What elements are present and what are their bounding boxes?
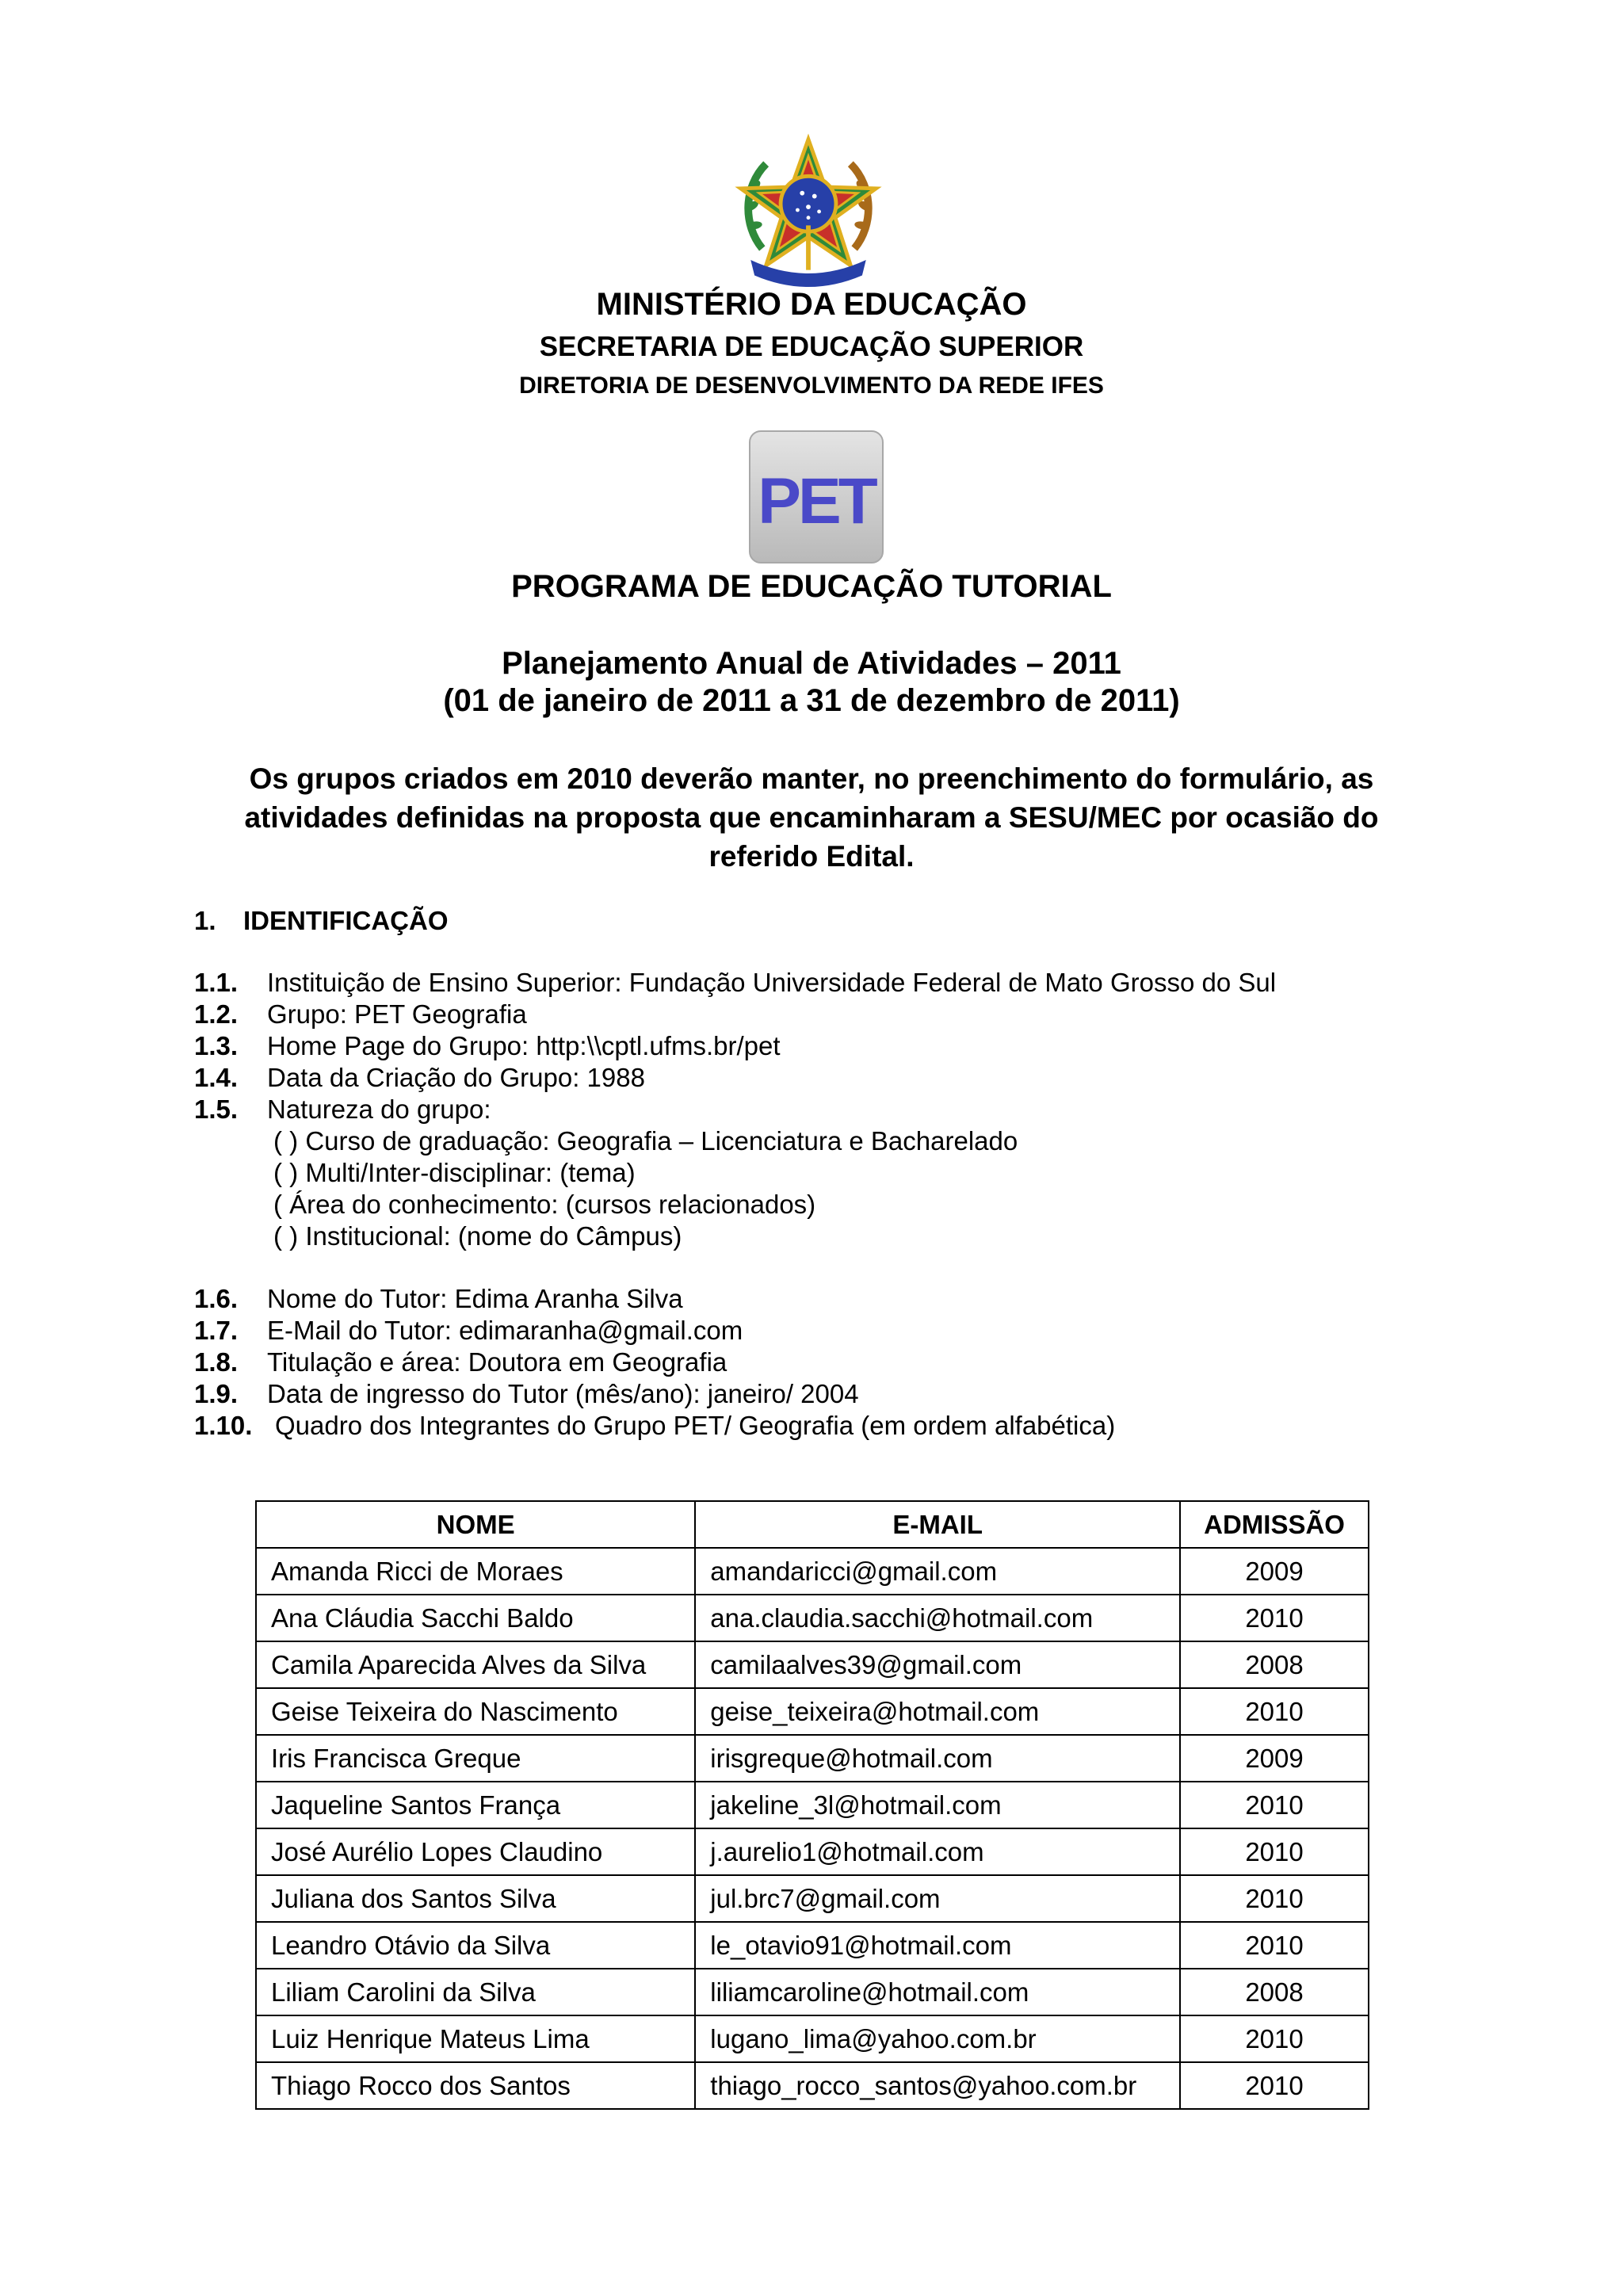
- member-admission: 2009: [1180, 1548, 1369, 1595]
- member-name: Luiz Henrique Mateus Lima: [256, 2015, 695, 2062]
- member-name: Ana Cláudia Sacchi Baldo: [256, 1595, 695, 1641]
- item-number: 1.2.: [194, 999, 239, 1029]
- id-item: [194, 1316, 743, 1346]
- item-text: Instituição de Ensino Superior: Fundação Universidade Federal de Mato Grosso do Sul: [267, 968, 1277, 997]
- id-item: [194, 1095, 491, 1125]
- item-number: 1.1.: [194, 968, 239, 997]
- member-admission: 2008: [1180, 1969, 1369, 2015]
- nature-option: ( ) Multi/Inter-disciplinar: (tema): [273, 1158, 636, 1187]
- section-title: IDENTIFICAÇÃO: [243, 906, 449, 935]
- member-name: Geise Teixeira do Nascimento: [256, 1688, 695, 1735]
- member-name: Camila Aparecida Alves da Silva: [256, 1641, 695, 1688]
- member-name: Jaqueline Santos França: [256, 1782, 695, 1828]
- plan-title: Planejamento Anual de Atividades – 2011: [502, 646, 1121, 681]
- nature-option: ( Área do conhecimento: (cursos relacionados): [273, 1190, 816, 1219]
- item-text: Data de ingresso do Tutor (mês/ano): janeiro/ 2004: [267, 1379, 859, 1408]
- member-email: ana.claudia.sacchi@hotmail.com: [695, 1595, 1180, 1641]
- member-email: camilaalves39@gmail.com: [695, 1641, 1180, 1688]
- instruction-note: Os grupos criados em 2010 deverão manter, no preenchimento do formulário, as atividades definidas na proposta que encaminharam a SESU/MEC por ocasião do referido Edital.: [244, 762, 1379, 873]
- member-name: José Aurélio Lopes Claudino: [256, 1828, 695, 1875]
- id-item: [194, 1379, 859, 1409]
- member-admission: 2010: [1180, 2015, 1369, 2062]
- table-row: [256, 1922, 1369, 1969]
- member-email: geise_teixeira@hotmail.com: [695, 1688, 1180, 1735]
- table-row: [256, 1735, 1369, 1782]
- program-title: PROGRAMA DE EDUCAÇÃO TUTORIAL: [511, 569, 1112, 604]
- table-header-row: [256, 1501, 1369, 1548]
- item-number: 1.9.: [194, 1379, 239, 1408]
- plan-period: (01 de janeiro de 2011 a 31 de dezembro de 2011): [443, 683, 1180, 718]
- member-admission: 2010: [1180, 2062, 1369, 2109]
- member-name: Thiago Rocco dos Santos: [256, 2062, 695, 2109]
- ministry-title: MINISTÉRIO DA EDUCAÇÃO: [596, 287, 1027, 322]
- table-row: [256, 2062, 1369, 2109]
- member-email: amandaricci@gmail.com: [695, 1548, 1180, 1595]
- members-table: [255, 1500, 1369, 2110]
- member-admission: 2010: [1180, 1688, 1369, 1735]
- item-text: Natureza do grupo:: [267, 1095, 491, 1124]
- member-admission: 2010: [1180, 1875, 1369, 1922]
- column-header-email: E-MAIL: [695, 1501, 1180, 1548]
- secretariat-title: SECRETARIA DE EDUCAÇÃO SUPERIOR: [539, 331, 1084, 362]
- member-name: Iris Francisca Greque: [256, 1735, 695, 1782]
- item-text: Home Page do Grupo: http:\\cptl.ufms.br/pet: [267, 1031, 781, 1060]
- id-item: [194, 1031, 781, 1061]
- member-email: le_otavio91@hotmail.com: [695, 1922, 1180, 1969]
- table-row: [256, 1641, 1369, 1688]
- member-email: j.aurelio1@hotmail.com: [695, 1828, 1180, 1875]
- id-item: [194, 1284, 683, 1314]
- member-email: jul.brc7@gmail.com: [695, 1875, 1180, 1922]
- member-name: Liliam Carolini da Silva: [256, 1969, 695, 2015]
- id-item: [194, 968, 1276, 998]
- member-admission: 2010: [1180, 1595, 1369, 1641]
- item-number: 1.5.: [194, 1095, 239, 1124]
- member-email: irisgreque@hotmail.com: [695, 1735, 1180, 1782]
- pet-logo-text: PET: [758, 465, 875, 537]
- item-number: 1.8.: [194, 1347, 239, 1377]
- pet-logo: [748, 430, 884, 564]
- table-row: [256, 1875, 1369, 1922]
- id-item: [194, 1411, 1115, 1441]
- item-text: E-Mail do Tutor: edimaranha@gmail.com: [267, 1316, 743, 1345]
- item-text: Grupo: PET Geografia: [267, 999, 527, 1029]
- member-name: Juliana dos Santos Silva: [256, 1875, 695, 1922]
- column-header-admission: ADMISSÃO: [1180, 1501, 1369, 1548]
- id-item: [194, 1347, 727, 1377]
- item-text: Titulação e área: Doutora em Geografia: [267, 1347, 727, 1377]
- item-text: Nome do Tutor: Edima Aranha Silva: [267, 1284, 683, 1313]
- member-admission: 2008: [1180, 1641, 1369, 1688]
- id-item: [194, 999, 527, 1030]
- table-row: [256, 1828, 1369, 1875]
- item-number: 1.7.: [194, 1316, 239, 1345]
- table-row: [256, 1688, 1369, 1735]
- coat-of-arms-emblem: [731, 133, 885, 287]
- item-number: 1.3.: [194, 1031, 239, 1060]
- item-number: 1.6.: [194, 1284, 239, 1313]
- member-name: Leandro Otávio da Silva: [256, 1922, 695, 1969]
- member-name: Amanda Ricci de Moraes: [256, 1548, 695, 1595]
- member-admission: 2010: [1180, 1828, 1369, 1875]
- table-row: [256, 1595, 1369, 1641]
- member-email: thiago_rocco_santos@yahoo.com.br: [695, 2062, 1180, 2109]
- member-admission: 2010: [1180, 1782, 1369, 1828]
- member-email: lugano_lima@yahoo.com.br: [695, 2015, 1180, 2062]
- member-email: jakeline_3l@hotmail.com: [695, 1782, 1180, 1828]
- item-text: Data da Criação do Grupo: 1988: [267, 1063, 645, 1092]
- table-row: [256, 1548, 1369, 1595]
- table-row: [256, 1782, 1369, 1828]
- member-email: liliamcaroline@hotmail.com: [695, 1969, 1180, 2015]
- item-number: 1.10.: [194, 1411, 253, 1440]
- nature-option: ( ) Institucional: (nome do Câmpus): [273, 1221, 682, 1251]
- section-identification-heading: [194, 906, 449, 936]
- nature-option: ( ) Curso de graduação: Geografia – Licenciatura e Bacharelado: [273, 1126, 1018, 1156]
- member-admission: 2010: [1180, 1922, 1369, 1969]
- item-text: Quadro dos Integrantes do Grupo PET/ Geografia (em ordem alfabética): [275, 1411, 1116, 1440]
- id-item: [194, 1063, 645, 1093]
- item-number: 1.4.: [194, 1063, 239, 1092]
- member-admission: 2009: [1180, 1735, 1369, 1782]
- directorate-title: DIRETORIA DE DESENVOLVIMENTO DA REDE IFES: [519, 372, 1104, 399]
- section-number: 1.: [194, 906, 216, 935]
- column-header-name: NOME: [256, 1501, 695, 1548]
- table-row: [256, 1969, 1369, 2015]
- table-row: [256, 2015, 1369, 2062]
